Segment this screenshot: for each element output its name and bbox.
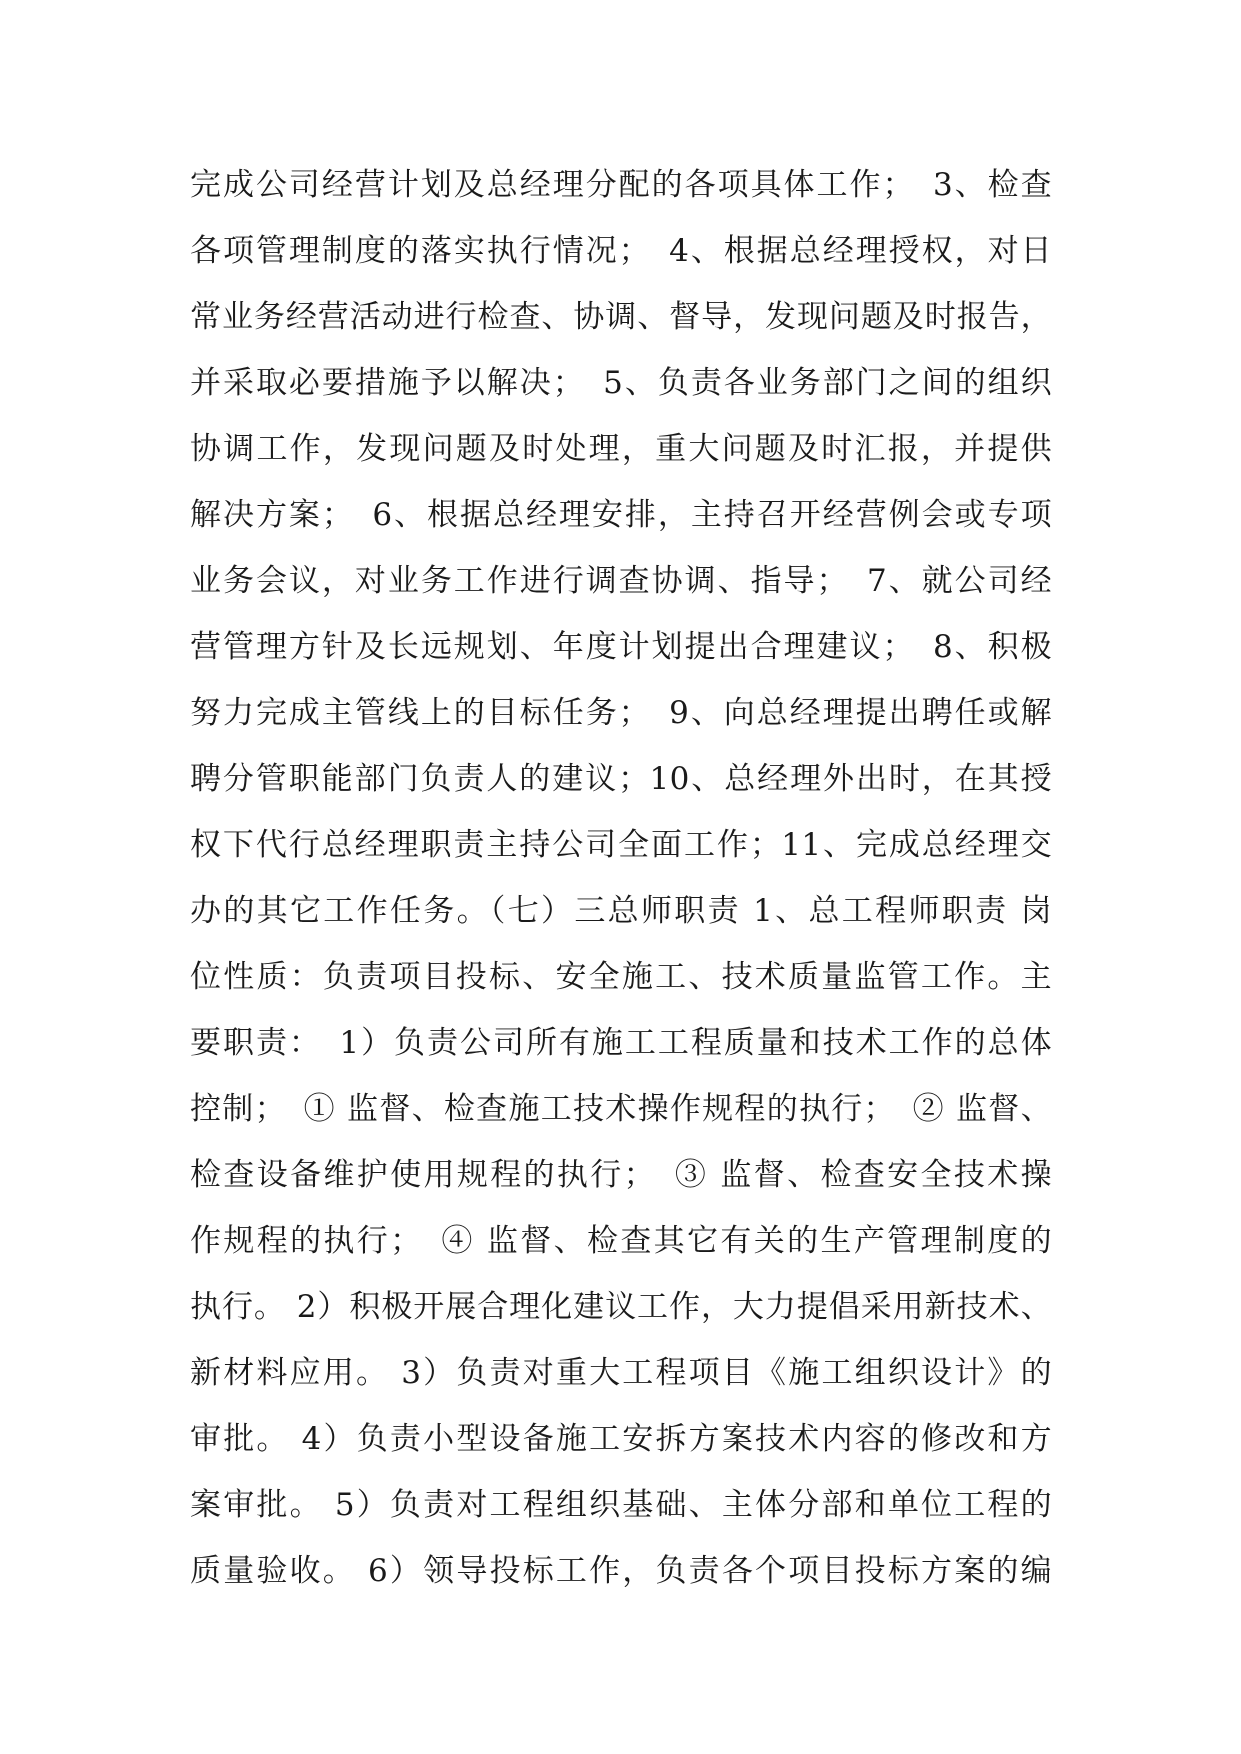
- text-line: 控制； ① 监督、检查施工技术操作规程的执行； ② 监督、: [190, 1091, 1052, 1127]
- text-line: 位性质：负责项目投标、安全施工、技术质量监管工作。主: [190, 959, 1052, 995]
- text-line: 协调工作，发现问题及时处理，重大问题及时汇报，并提供: [190, 431, 1052, 467]
- text-line: 作规程的执行； ④ 监督、检查其它有关的生产管理制度的: [190, 1223, 1052, 1259]
- body-text: [190, 158, 1052, 1610]
- text-line: 执行。 2）积极开展合理化建议工作，大力提倡采用新技术、: [190, 1289, 1052, 1325]
- text-line: 常业务经营活动进行检查、协调、督导，发现问题及时报告，: [190, 299, 1052, 335]
- text-line: 权下代行总经理职责主持公司全面工作；11、完成总经理交: [190, 827, 1052, 863]
- text-line: 质量验收。 6）领导投标工作，负责各个项目投标方案的编: [190, 1553, 1052, 1589]
- text-line: 新材料应用。 3）负责对重大工程项目《施工组织设计》的: [190, 1355, 1052, 1391]
- text-line: 审批。 4）负责小型设备施工安拆方案技术内容的修改和方: [190, 1421, 1052, 1457]
- text-line: 办的其它工作任务。（七）三总师职责 1、总工程师职责 岗: [190, 893, 1052, 929]
- text-line: 努力完成主管线上的目标任务； 9、向总经理提出聘任或解: [190, 695, 1052, 731]
- text-line: 并采取必要措施予以解决； 5、负责各业务部门之间的组织: [190, 365, 1052, 401]
- text-line: 各项管理制度的落实执行情况； 4、根据总经理授权，对日: [190, 233, 1052, 269]
- text-line: 解决方案； 6、根据总经理安排，主持召开经营例会或专项: [190, 497, 1052, 533]
- text-line: 案审批。 5）负责对工程组织基础、主体分部和单位工程的: [190, 1487, 1052, 1523]
- text-line: 营管理方针及长远规划、年度计划提出合理建议； 8、积极: [190, 629, 1052, 665]
- text-line: 完成公司经营计划及总经理分配的各项具体工作； 3、检查: [190, 167, 1052, 203]
- text-line: 聘分管职能部门负责人的建议；10、总经理外出时，在其授: [190, 761, 1052, 797]
- text-line: 业务会议，对业务工作进行调查协调、指导； 7、就公司经: [190, 563, 1052, 599]
- text-line: 检查设备维护使用规程的执行； ③ 监督、检查安全技术操: [190, 1157, 1052, 1193]
- text-line: 要职责： 1）负责公司所有施工工程质量和技术工作的总体: [190, 1025, 1052, 1061]
